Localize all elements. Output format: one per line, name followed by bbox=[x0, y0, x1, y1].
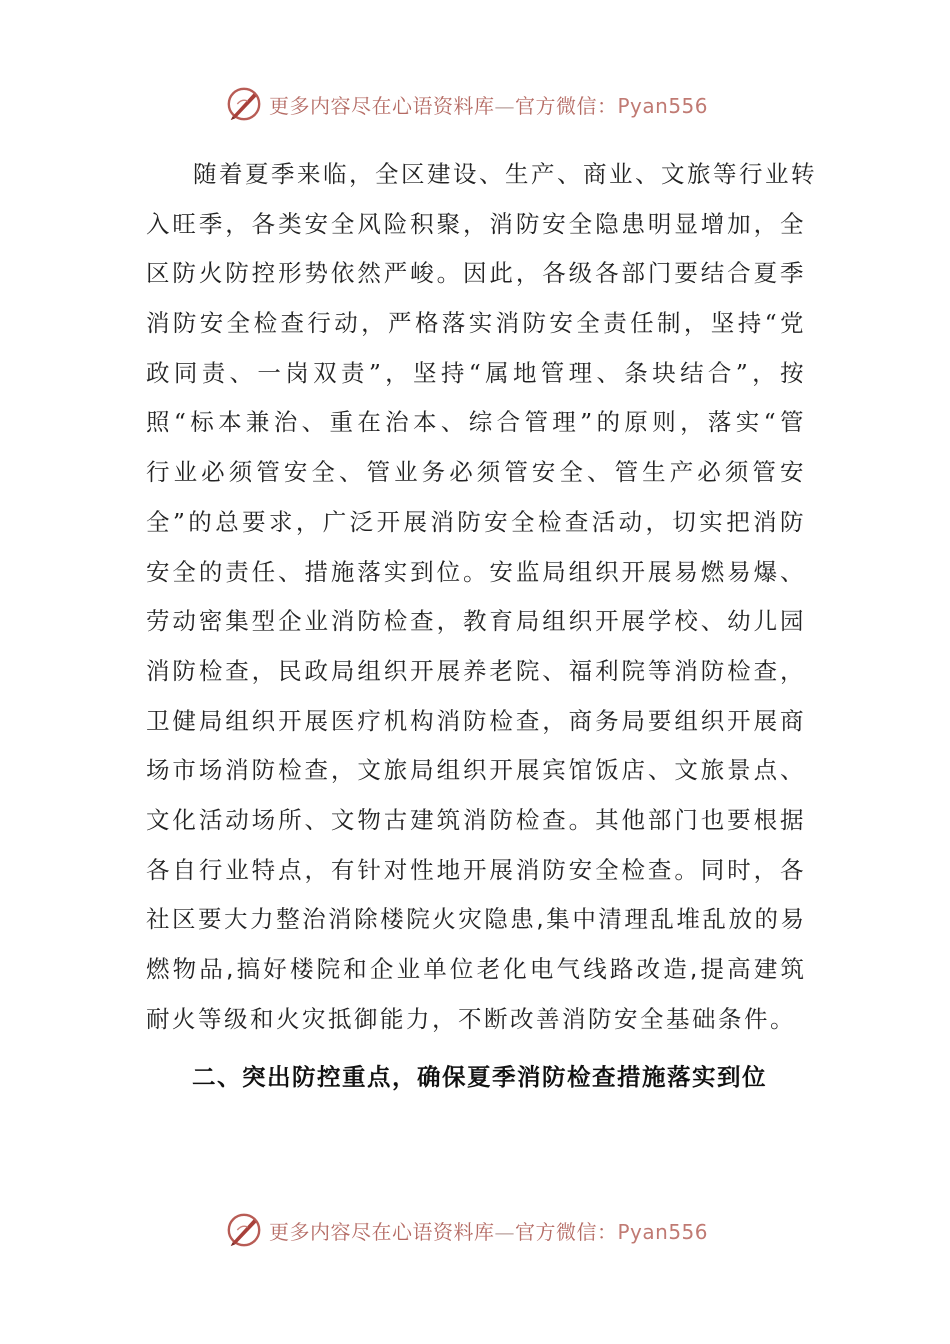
paragraph-line: 照“标本兼治、重在治本、综合管理”的原则，落实“管 bbox=[146, 408, 806, 437]
banner-text: 更多内容尽在心语资料库—官方微信：Pyan556 bbox=[269, 93, 709, 118]
paragraph-line: 卫健局组织开展医疗机构消防检查，商务局要组织开展商 bbox=[146, 706, 806, 735]
pen-logo-icon bbox=[225, 85, 263, 123]
paragraph-line: 燃物品,搞好楼院和企业单位老化电气线路改造,提高建筑 bbox=[146, 955, 806, 983]
paragraph-line: 全”的总要求，广泛开展消防安全检查活动，切实把消防 bbox=[146, 507, 806, 536]
paragraph-line: 消防检查，民政局组织开展养老院、福利院等消防检查， bbox=[146, 656, 806, 685]
paragraph-line: 入旺季，各类安全风险积聚，消防安全隐患明显增加，全 bbox=[146, 209, 806, 238]
paragraph-line: 区防火防控形势依然严峻。因此，各级各部门要结合夏季 bbox=[146, 259, 806, 288]
paragraph-line: 行业必须管安全、管业务必须管安全、管生产必须管安 bbox=[146, 458, 806, 487]
paragraph-line: 场市场消防检查，文旅局组织开展宾馆饭店、文旅景点、 bbox=[146, 756, 806, 785]
body-paragraph bbox=[146, 150, 817, 1044]
header-banner bbox=[225, 84, 745, 124]
section-heading: 二、突出防控重点，确保夏季消防检查措施落实到位 bbox=[192, 1063, 767, 1091]
pen-logo-icon bbox=[225, 1211, 263, 1249]
footer-banner bbox=[225, 1210, 745, 1250]
paragraph-line: 社区要大力整治消除楼院火灾隐患,集中清理乱堆乱放的易 bbox=[146, 905, 806, 934]
banner-text: 更多内容尽在心语资料库—官方微信：Pyan556 bbox=[269, 1219, 709, 1244]
paragraph-line: 安全的责任、措施落实到位。安监局组织开展易燃易爆、 bbox=[146, 557, 806, 586]
paragraph-line: 消防安全检查行动，严格落实消防安全责任制，坚持“党 bbox=[146, 309, 806, 338]
paragraph-line: 耐火等级和火灾抵御能力，不断改善消防安全基础条件。 bbox=[146, 1004, 796, 1033]
paragraph-line: 劳动密集型企业消防检查，教育局组织开展学校、幼儿园 bbox=[146, 607, 806, 636]
paragraph-line: 文化活动场所、文物古建筑消防检查。其他部门也要根据 bbox=[146, 805, 806, 834]
paragraph-line: 政同责、一岗双责”，坚持“属地管理、条块结合”，按 bbox=[146, 358, 806, 387]
paragraph-line: 各自行业特点，有针对性地开展消防安全检查。同时，各 bbox=[146, 855, 806, 884]
paragraph-line: 随着夏季来临，全区建设、生产、商业、文旅等行业转 bbox=[193, 160, 817, 188]
